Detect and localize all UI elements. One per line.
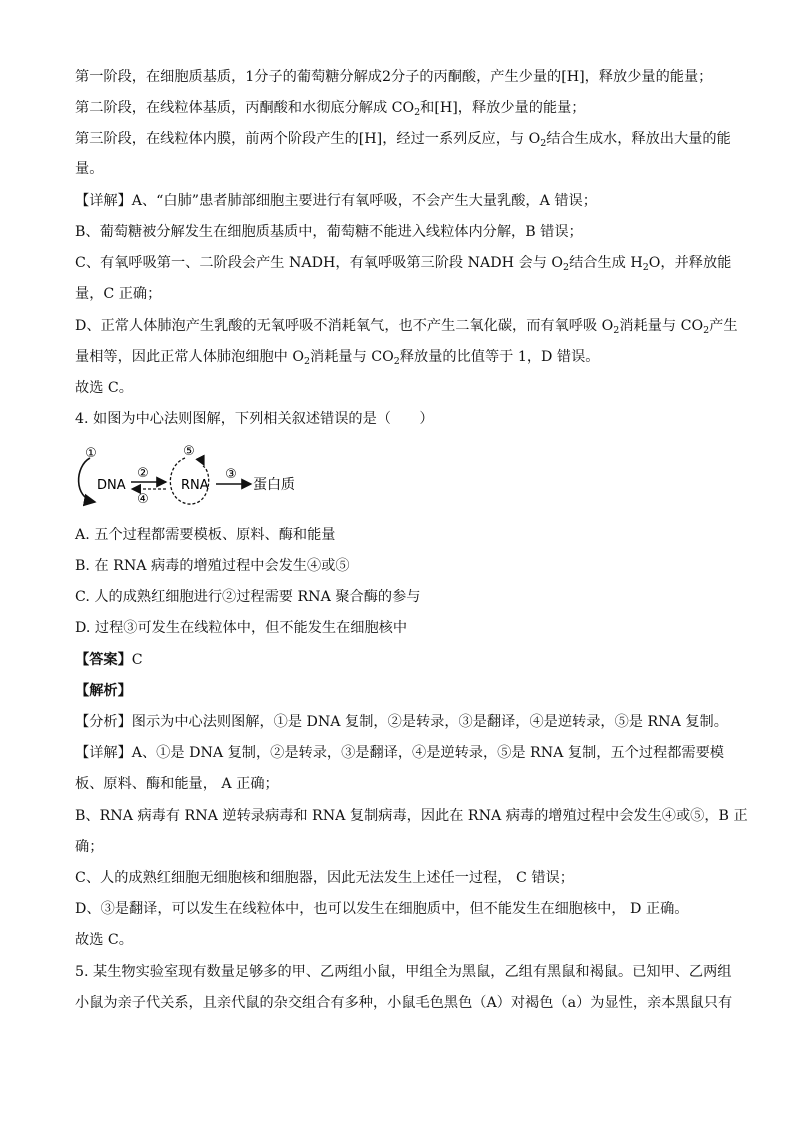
label-circle-4: ④ bbox=[137, 492, 149, 507]
q3-detail-b: B、葡萄糖被分解发生在细胞质基质中，葡萄糖不能进入线粒体内分解，B 错误； bbox=[75, 224, 583, 240]
protein-label: 蛋白质 bbox=[253, 477, 295, 493]
q3-detail-a: 【详解】A、“白肺”患者肺部细胞主要进行有氧呼吸，不会产生大量乳酸，A 错误； bbox=[75, 193, 597, 209]
q3-detail-d-cont: 量相等，因此正常人体肺泡细胞中 $O_2$消耗量与 $CO_2$释放量的比值等于 1，D 错误。 bbox=[75, 349, 600, 367]
question-4-stem: 4. 如图为中心法则图解，下列相关叙述错误的是（ ） bbox=[75, 411, 434, 427]
central-dogma-diagram bbox=[73, 440, 313, 510]
question-5-stem-cont: 小鼠为亲子代关系，且亲代鼠的杂交组合有多种，小鼠毛色黑色（A）对褐色（a）为显性，亲本黑鼠只有 bbox=[75, 995, 733, 1011]
q4-detail-d: D、③是翻译，可以发生在线粒体中，也可以发生在细胞质中，但不能发生在细胞核中， D 正确。 bbox=[75, 901, 689, 917]
label-circle-3: ③ bbox=[225, 467, 237, 482]
option-d: D. 过程③可发生在线粒体中，但不能发生在细胞核中 bbox=[75, 620, 408, 636]
q4-detail-b: B、RNA 病毒有 RNA 逆转录病毒和 RNA 复制病毒，因此在 RNA 病毒的增殖过程中会发生④或⑤，B 正 bbox=[75, 808, 748, 824]
q4-detail-a: 【详解】A、①是 DNA 复制，②是转录，③是翻译，④是逆转录，⑤是 RNA 复制，五个过程都需要模 bbox=[75, 745, 724, 761]
stage-three-text: 第三阶段，在线粒体内膜，前两个阶段产生的[H]，经过一系列反应，与 $O_2$结合生成水，释放出大量的能 bbox=[75, 131, 731, 149]
label-circle-2: ② bbox=[137, 466, 149, 481]
q4-conclusion: 故选 C。 bbox=[75, 932, 133, 948]
rna-label: RNA bbox=[181, 478, 209, 493]
stage-one-text: 第一阶段，在细胞质基质，1分子的葡萄糖分解成2分子的丙酮酸，产生少量的[H]，释放少量的能量； bbox=[75, 69, 713, 85]
q4-detail-b-cont: 确； bbox=[75, 839, 104, 855]
answer-line: 【答案】C bbox=[75, 652, 143, 668]
stage-two-text: 第二阶段，在线粒体基质，丙酮酸和水彻底分解成 $CO_2$和[H]，释放少量的能量； bbox=[75, 100, 586, 118]
option-c: C. 人的成熟红细胞进行②过程需要 RNA 聚合酶的参与 bbox=[75, 589, 421, 605]
q4-detail-a-cont: 板、原料、酶和能量， A 正确； bbox=[75, 776, 279, 792]
q3-detail-c-cont: 量，C 正确； bbox=[75, 286, 162, 302]
stage-three-text-cont: 量。 bbox=[75, 161, 104, 177]
option-a: A. 五个过程都需要模板、原料、酶和能量 bbox=[75, 527, 336, 543]
q3-detail-c: C、有氧呼吸第一、二阶段会产生 NADH，有氧呼吸第三阶段 NADH 会与 $O_2$结合生成 $H_2O$，并释放能 bbox=[75, 255, 732, 273]
q3-conclusion: 故选 C。 bbox=[75, 380, 133, 396]
label-circle-5: ⑤ bbox=[183, 444, 195, 459]
question-5-stem: 5. 某生物实验室现有数量足够多的甲、乙两组小鼠，甲组全为黑鼠，乙组有黑鼠和褐鼠。已知甲、乙两组 bbox=[75, 964, 732, 980]
dna-replication-arrow bbox=[79, 458, 95, 502]
label-circle-1: ① bbox=[85, 446, 97, 461]
q4-analysis: 【分析】图示为中心法则图解，①是 DNA 复制，②是转录，③是翻译，④是逆转录，⑤是 RNA 复制。 bbox=[75, 714, 728, 730]
analysis-heading: 【解析】 bbox=[75, 683, 132, 699]
option-b: B. 在 RNA 病毒的增殖过程中会发生④或⑤ bbox=[75, 558, 350, 574]
q4-detail-c: C、人的成熟红细胞无细胞核和细胞器，因此无法发生上述任一过程， C 错误； bbox=[75, 870, 574, 886]
dna-label: DNA bbox=[97, 478, 126, 493]
q3-detail-d: D、正常人体肺泡产生乳酸的无氧呼吸不消耗氧气，也不产生二氧化碳，而有氧呼吸 $O_2$消耗量与 $CO_2$产生 bbox=[75, 318, 738, 336]
